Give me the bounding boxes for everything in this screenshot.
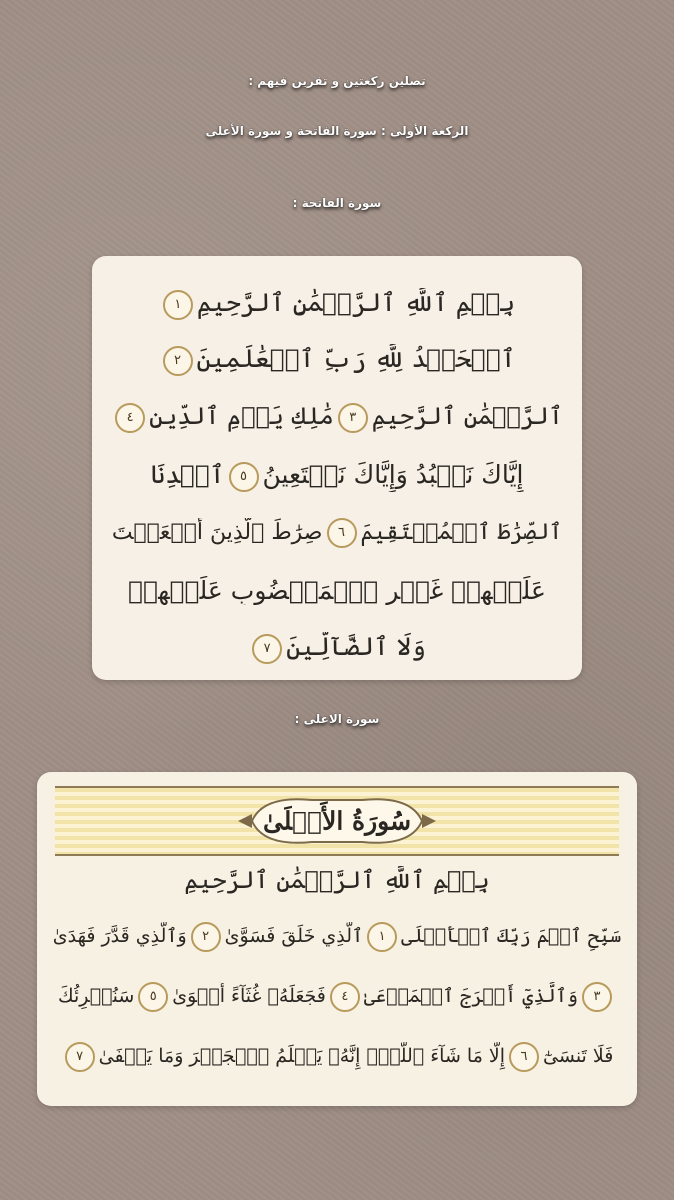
- verse-text: مَٰلِكِ يَوۡمِ ٱلدِّينِ: [149, 402, 334, 430]
- alaa-line-1: [51, 922, 623, 952]
- ayah-number-marker: ٤: [330, 982, 360, 1012]
- ayah-number-marker: ٦: [509, 1042, 539, 1072]
- fatiha-heading: سورة الفاتحة :: [292, 196, 382, 210]
- verse-text: وَلَا ٱلضَّآلِّينَ: [286, 632, 426, 661]
- surah-title-banner: [55, 786, 619, 856]
- verse-text: ٱلۡحَمۡدُ لِلَّهِ رَبِّ ٱلۡعَٰلَمِينَ: [196, 344, 516, 373]
- fatiha-line-6: [106, 576, 568, 605]
- fatiha-line-7: [106, 632, 568, 664]
- verse-text: صِرَٰطَ ٱلَّذِينَ أَنۡعَمۡتَ: [111, 520, 323, 545]
- alaa-card: [37, 772, 637, 1106]
- fatiha-line-4: [106, 460, 568, 492]
- verse-text: عَلَيۡهِمۡ غَيۡرِ ٱلۡمَغۡضُوبِ عَلَيۡهِمۡ: [128, 576, 546, 605]
- surah-title: سُورَةُ الأَعۡلَىٰ: [262, 806, 412, 836]
- verse-text: بِسۡمِ ٱللَّهِ ٱلرَّحۡمَٰنِ ٱلرَّحِيمِ: [196, 288, 516, 317]
- ayah-number-marker: ٧: [252, 634, 282, 664]
- ayah-number-marker: ٧: [65, 1042, 95, 1072]
- verse-text: وَٱلَّذِيٓ أَخۡرَجَ ٱلۡمَرۡعَىٰ: [363, 985, 578, 1007]
- fatiha-line-1: [106, 288, 568, 320]
- ayah-number-marker: ٣: [582, 982, 612, 1012]
- verse-text: ٱلرَّحۡمَٰنِ ٱلرَّحِيمِ: [371, 402, 563, 430]
- verse-text: ٱلَّذِي خَلَقَ فَسَوَّىٰ: [224, 925, 364, 947]
- verse-text: سَنُقۡرِئُكَ: [58, 985, 135, 1007]
- ayah-number-marker: ١: [163, 290, 193, 320]
- ayah-number-marker: ٣: [338, 403, 368, 433]
- ayah-number-marker: ١: [367, 922, 397, 952]
- fatiha-card: [92, 256, 582, 680]
- ayah-number-marker: ٢: [191, 922, 221, 952]
- fatiha-line-2: [106, 344, 568, 376]
- alaa-line-2: [51, 982, 623, 1012]
- ayah-number-marker: ٥: [138, 982, 168, 1012]
- verse-text: فَجَعَلَهُۥ غُثَآءً أَحۡوَىٰ: [172, 985, 326, 1007]
- intro-line-2: الركعة الأولى : سورة الفاتحة و سورة الأعلى: [205, 124, 469, 138]
- fatiha-line-5: [106, 518, 568, 548]
- alaa-line-3: [51, 1042, 623, 1072]
- verse-text: إِلَّا مَا شَآءَ ٱللَّهُۚ إِنَّهُۥ يَعۡلَمُ ٱلۡجَهۡرَ وَمَا يَخۡفَىٰ: [98, 1045, 506, 1067]
- intro-line-1: تصلين ركعتين و تقرين فيهم :: [248, 74, 426, 88]
- ayah-number-marker: ٤: [115, 403, 145, 433]
- alaa-basmala: [51, 866, 623, 894]
- verse-text: إِيَّاكَ نَعۡبُدُ وَإِيَّاكَ نَسۡتَعِينُ: [262, 460, 524, 489]
- ayah-number-marker: ٢: [163, 346, 193, 376]
- ayah-number-marker: ٦: [327, 518, 357, 548]
- verse-text: سَبِّحِ ٱسۡمَ رَبِّكَ ٱلۡأَعۡلَى: [401, 925, 622, 947]
- basmala-text: بِسۡمِ ٱللَّهِ ٱلرَّحۡمَٰنِ ٱلرَّحِيمِ: [184, 866, 490, 894]
- ayah-number-marker: ٥: [229, 462, 259, 492]
- verse-text: وَٱلَّذِي قَدَّرَ فَهَدَىٰ: [52, 925, 187, 947]
- fatiha-line-3: [106, 402, 568, 433]
- verse-text: ٱلصِّرَٰطَ ٱلۡمُسۡتَقِيمَ: [360, 520, 563, 545]
- verse-text: فَلَا تَنسَىٰٓ: [543, 1045, 614, 1067]
- alaa-heading: سورة الاعلى :: [294, 712, 380, 726]
- verse-text: ٱهۡدِنَا: [150, 460, 225, 489]
